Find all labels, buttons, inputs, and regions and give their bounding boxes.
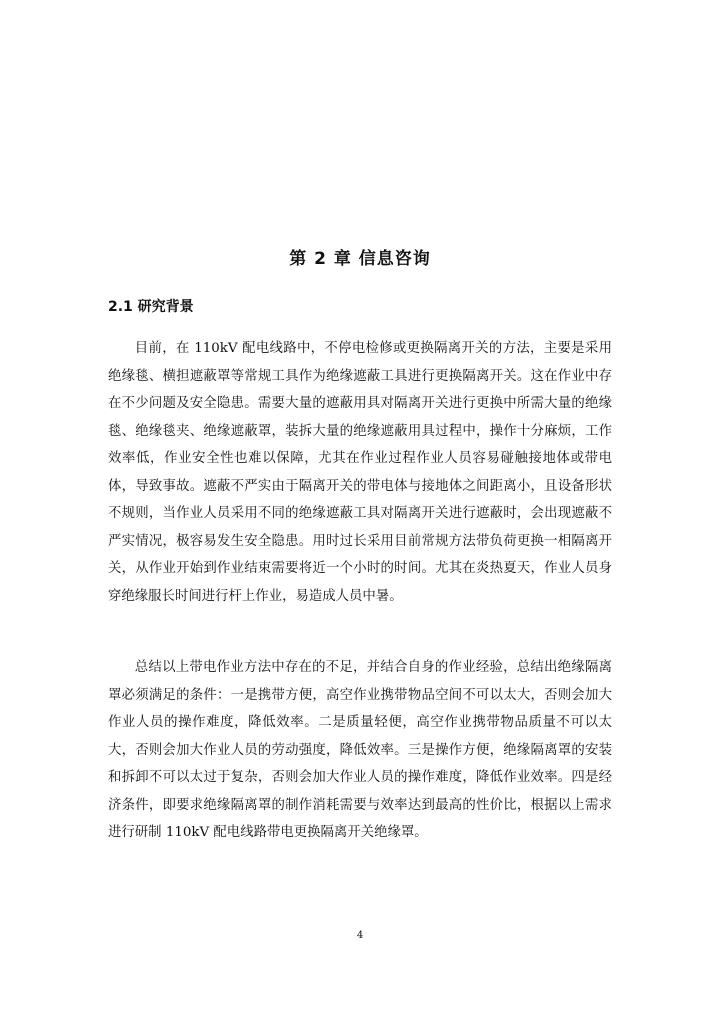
section-title: 2.1 研究背景 bbox=[108, 299, 194, 315]
body-paragraph-2-container bbox=[108, 654, 612, 847]
body-paragraph: 总结以上带电作业方法中存在的不足，并结合自身的作业经验，总结出绝缘隔离罩必须满足的条件：一是携带方便，高空作业携带物品空间不可以太大，否则会加大作业人员的操作难度，降低效率。二是质量轻便，高空作业携带物品质量不可以太大，否则会加大作业人员的劳动强度，降低效率。三是操作方便，绝缘隔离罩的安装和拆卸不可以太过于复杂，否则会加大作业人员的操作难度，降低作业效率。四是经济条件，即要求绝缘隔离罩的制作消耗需要与效率达到最高的性价比，根据以上需求进行研制 110kV 配电线路带电更换隔离开关绝缘罩。 bbox=[108, 660, 612, 840]
chapter-title: 第 2 章 信息咨询 bbox=[289, 249, 431, 269]
body-paragraph: 目前，在 110kV 配电线路中，不停电检修或更换隔离开关的方法，主要是采用绝缘毯、横担遮蔽罩等常规工具作为绝缘遮蔽工具进行更换隔离开关。这在作业中存在不少问题及安全隐患。需要大量的遮蔽用具对隔离开关进行更换中所需大量的绝缘毯、绝缘毯夹、绝缘遮蔽罩，装拆大量的绝缘遮蔽用具过程中，操作十分麻烦，工作效率低，作业安全性也难以保障，尤其在作业过程作业人员容易碰触接地体或带电体，导致事故。遮蔽不严实由于隔离开关的带电体与接地体之间距离小，且设备形状不规则，当作业人员采用不同的绝缘遮蔽工具对隔离开关进行遮蔽时，会出现遮蔽不严实情况，极容易发生安全隐患。用时过长采用目前常规方法带负荷更换一相隔离开关，从作业开始到作业结束需要将近一个小时的时间。尤其在炎热夏天，作业人员身穿绝缘服长时间进行杆上作业，易造成人员中暑。 bbox=[108, 341, 612, 604]
body-paragraph-1-container bbox=[108, 335, 612, 610]
page-number: 4 bbox=[356, 930, 364, 941]
